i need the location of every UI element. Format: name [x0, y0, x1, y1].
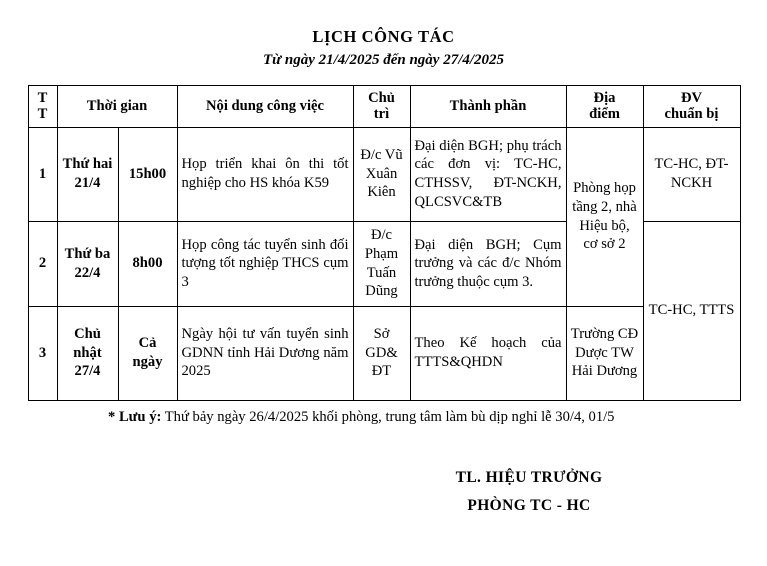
column-header-chair: [353, 85, 410, 127]
table-row: [28, 127, 740, 221]
column-header-place-line2: điểm: [589, 106, 620, 123]
row-place: Phòng họp tầng 2, nhà Hiệu bộ, cơ sở 2: [566, 127, 643, 306]
note-text: Thứ bảy ngày 26/4/2025 khối phòng, trung tâm làm bù dịp nghỉ lễ 30/4, 01/5: [164, 408, 615, 425]
column-header-time: Thời gian: [57, 85, 177, 127]
column-header-unit-line1: ĐV: [680, 89, 703, 106]
schedule-table: [28, 85, 741, 401]
row-day: Thứ hai 21/4: [57, 127, 118, 221]
row-unit: TC-HC, TTTS: [643, 221, 740, 400]
row-content: Ngày hội tư vấn tuyển sinh GDNN tỉnh Hải Dương năm 2025: [177, 306, 353, 400]
row-chair: Đ/c Phạm Tuấn Dũng: [353, 221, 410, 306]
row-number: 2: [28, 221, 57, 306]
note-block: [0, 407, 767, 429]
column-header-place-line1: Địa: [593, 89, 616, 106]
signature-authority: TL. HIỆU TRƯỞNG: [455, 469, 603, 487]
schedule-table-wrapper: [28, 85, 740, 401]
row-chair: Đ/c Vũ Xuân Kiên: [353, 127, 410, 221]
page-title: LỊCH CÔNG TÁC: [312, 27, 455, 46]
table-row: [28, 306, 740, 400]
row-participants: Đại diện BGH; phụ trách các đơn vị: TC-HC, CTHSSV, ĐT-NCKH, QLCSVC&TB: [410, 127, 566, 221]
row-hour: Cả ngày: [118, 306, 177, 400]
table-body: [28, 127, 740, 400]
column-header-tt: [28, 85, 57, 127]
signature-department: PHÒNG TC - HC: [467, 497, 591, 515]
row-content: Họp công tác tuyển sinh đối tượng tốt nghiệp THCS cụm 3: [177, 221, 353, 306]
row-number: 1: [28, 127, 57, 221]
column-header-tt-line1: T: [37, 89, 48, 106]
row-participants: Theo Kế hoạch của TTTS&QHDN: [410, 306, 566, 400]
row-participants: Đại diện BGH; Cụm trưởng và các đ/c Nhóm trưởng thuộc cụm 3.: [410, 221, 566, 306]
column-header-chair-line2: trì: [373, 106, 390, 123]
column-header-participants: Thành phần: [410, 85, 566, 127]
header-row: [28, 85, 740, 127]
column-header-place: [566, 85, 643, 127]
row-number: 3: [28, 306, 57, 400]
note-label: * Lưu ý:: [108, 408, 162, 425]
column-header-tt-line2: T: [37, 106, 48, 123]
column-header-content: Nội dung công việc: [177, 85, 353, 127]
column-header-chair-line1: Chủ: [368, 89, 395, 106]
row-place: Trường CĐ Dược TW Hải Dương: [566, 306, 643, 400]
page-subtitle: Từ ngày 21/4/2025 đến ngày 27/4/2025: [262, 51, 505, 68]
row-chair: Sở GD& ĐT: [353, 306, 410, 400]
table-header: [28, 85, 740, 127]
column-header-unit: [643, 85, 740, 127]
column-header-unit-line2: chuẩn bị: [664, 106, 719, 123]
row-hour: 8h00: [118, 221, 177, 306]
signature-block: [329, 466, 729, 520]
row-day: Thứ ba 22/4: [57, 221, 118, 306]
row-day: Chủ nhật 27/4: [57, 306, 118, 400]
row-content: Họp triển khai ôn thi tốt nghiệp cho HS khóa K59: [177, 127, 353, 221]
row-hour: 15h00: [118, 127, 177, 221]
row-unit: TC-HC, ĐT-NCKH: [643, 127, 740, 221]
title-block: [0, 0, 767, 70]
